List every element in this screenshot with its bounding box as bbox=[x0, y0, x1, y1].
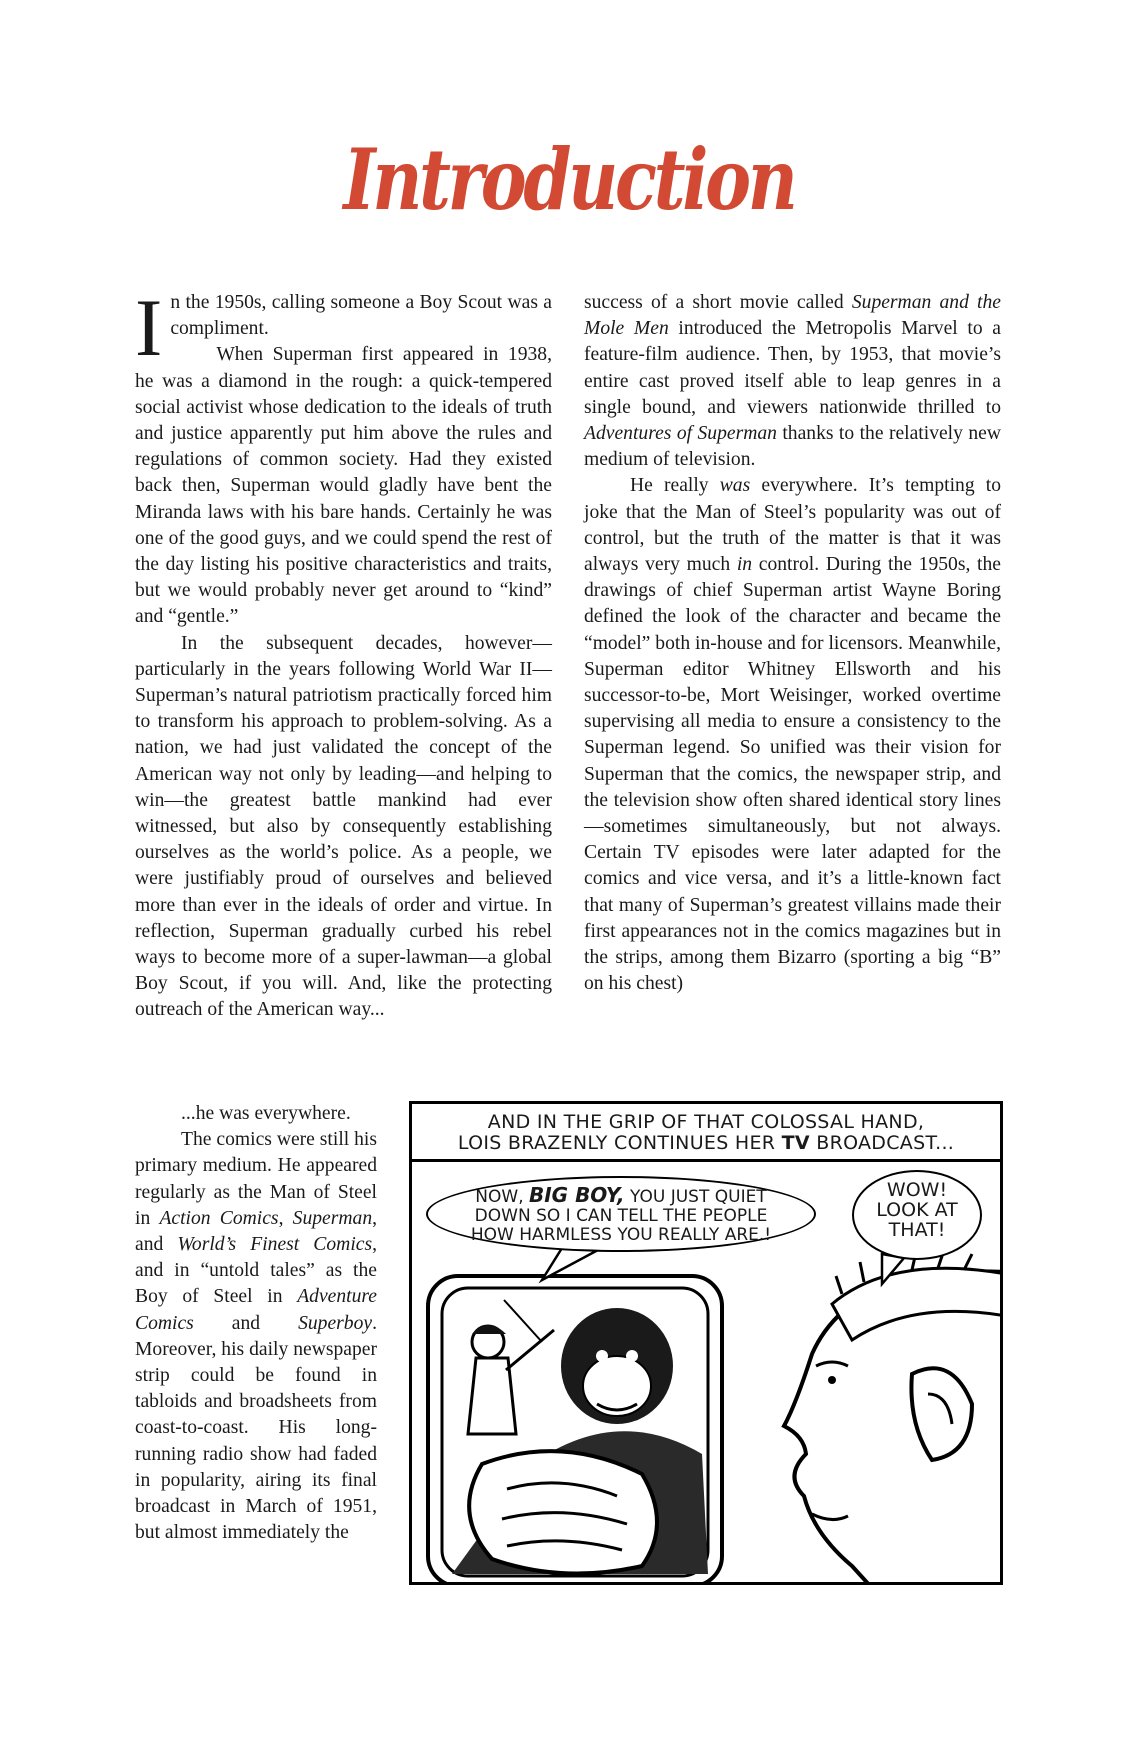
paragraph-4: ...he was everywhere. bbox=[181, 1103, 351, 1124]
paragraph-1-text: n the 1950s, calling someone a Boy Scout was a compliment. bbox=[170, 292, 552, 340]
ape-eye-right bbox=[626, 1350, 638, 1362]
text-column-right bbox=[584, 290, 1001, 997]
paragraph-3: In the subsequent decades, however—particularly in the years following World War II—Superman’s natural patriotism practically forced him to transform his approach to problem-solving. As a nation, we had just validated the concept of the American way not only by leading—and helping to win—the greatest battle mankind had ever witnessed, but also by consequently establishing ourselves as the world’s police. As a people, we were justifiably proud of ourselves and believed more than ever in the ideals of order and virtue. In reflection, Superman gradually curbed his rebel ways to become more of a super-lawman—a global Boy Scout, if you will. And, like the protecting outreach of the American way... bbox=[135, 632, 552, 1021]
paragraph-2: When Superman first appeared in 1938, he was a diamond in the rough: a quick-tempered social activist whose dedication to the ideals of truth and justice apparently put him above the rules and regulations of common society. Had they existed back then, Superman would gladly have bent the Miranda laws with his bare hands. Certainly he was one of the good guys, and we could spend the rest of the day listing his positive characteristics and traits, but we would probably never get around to “kind” and “gentle.” bbox=[135, 344, 552, 628]
balloon-1-line-3: HOW HARMLESS YOU REALLY ARE.! bbox=[470, 1225, 772, 1245]
title-worlds-finest: World’s Finest Comics bbox=[177, 1234, 373, 1256]
comic-panel bbox=[409, 1101, 1003, 1585]
man-eye bbox=[828, 1376, 836, 1384]
text-column-narrow bbox=[135, 1101, 377, 1546]
title-mole-men: Superman and the Mole Men bbox=[584, 292, 1001, 340]
emphasis-in: in bbox=[736, 554, 753, 576]
balloon-2-line-3: THAT! bbox=[888, 1219, 946, 1241]
ape-muzzle bbox=[583, 1356, 651, 1416]
caption-line-1: AND IN THE GRIP OF THAT COLOSSAL HAND, bbox=[487, 1111, 925, 1133]
caption-tv: TV bbox=[781, 1132, 810, 1154]
caption-line-2: LOIS BRAZENLY CONTINUES HER TV BROADCAST... bbox=[457, 1132, 955, 1154]
paragraph-5: The comics were still his primary medium. He appeared regularly as the Man of Steel in Action Comics, Superman, and World’s Finest Comics, and in “untold tales” as the Boy of Steel in Adventure Comics and Superboy. Moreover, his daily newspaper strip could be found in tabloids and broadsheets from coast-to-coast. His long-running radio show had faded in popularity, airing its final broadcast in March of 1951, but almost immediately the bbox=[135, 1129, 378, 1544]
title-superman: Superman bbox=[292, 1207, 373, 1229]
big-boy-emphasis: BIG BOY, bbox=[529, 1183, 625, 1207]
speech-balloon-man bbox=[852, 1170, 982, 1260]
text-column-left bbox=[135, 282, 552, 1024]
paragraph-6: success of a short movie called Superman and the Mole Men introduced the Metropolis Marvel to a feature-film audience. Then, by 1953, that movie’s entire cast proved itself able to leap genres in a single bound, and viewers nationwide thrilled to Adventures of Superman thanks to the relatively new medium of television. bbox=[584, 292, 1001, 471]
ape-eye-left bbox=[596, 1350, 608, 1362]
title-adventure-comics: Adventure Comics bbox=[135, 1286, 377, 1334]
balloon-1-line-2: DOWN SO I CAN TELL THE PEOPLE bbox=[474, 1206, 768, 1226]
paragraph-7: He really was everywhere. It’s tempting to joke that the Man of Steel’s popularity was out of control, but the truth of the matter is that it was always very much in control. During the 1950s, the drawings of chief Superman artist Wayne Boring defined the look of the character and became the “model” both in-house and for licensors. Meanwhile, Superman editor Whitney Ellsworth and his successor-to-be, Mort Weisinger, worked overtime supervising all media to ensure a consistency to the Superman legend. So unified was their vision for Superman that the comics, the newspaper strip, and the television show often shared identical story lines—sometimes simultaneously, but not always. Certain TV episodes were later adapted for the comics and vice versa, and it’s a little-known fact that many of Superman’s greatest villains made their first appearances not in the comics magazines but in the strips, among them Bizarro (sporting a big “B” on his chest) bbox=[584, 475, 1001, 995]
title-adventures-of-superman: Adventures of Superman bbox=[584, 423, 777, 445]
title-action-comics: Action Comics bbox=[159, 1207, 279, 1229]
emphasis-was: was bbox=[719, 475, 751, 497]
balloon-2-line-1: WOW! bbox=[886, 1179, 948, 1201]
comic-caption bbox=[412, 1104, 1000, 1162]
drop-cap: I bbox=[135, 282, 163, 373]
title-superboy: Superboy bbox=[298, 1312, 373, 1334]
balloon-1-line-1: NOW, BIG BOY, YOU JUST QUIET bbox=[475, 1183, 767, 1207]
paragraph-1 bbox=[135, 282, 552, 373]
page-title: Introduction bbox=[343, 130, 795, 229]
speech-balloon-lois bbox=[426, 1176, 816, 1252]
balloon-2-line-2: LOOK AT bbox=[876, 1199, 958, 1221]
